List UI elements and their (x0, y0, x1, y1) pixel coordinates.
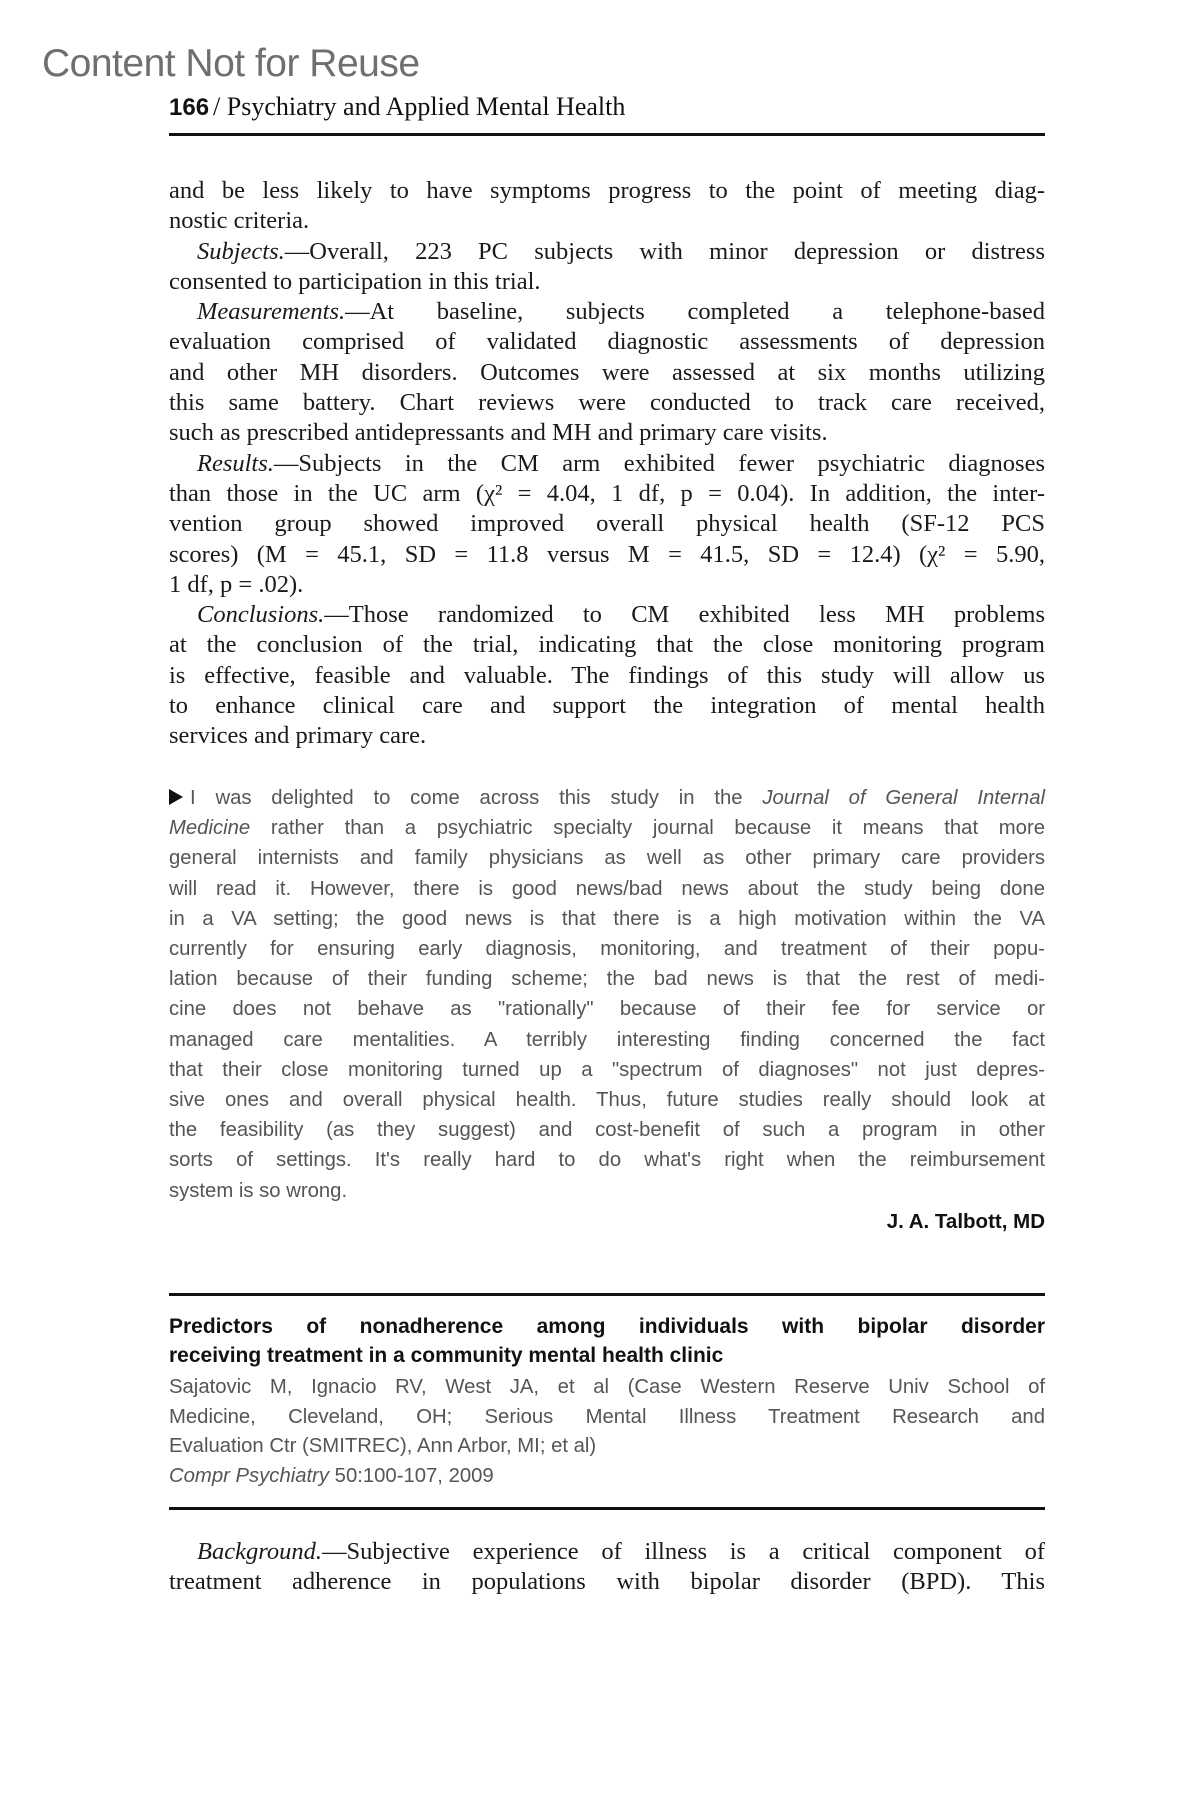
text-line (169, 813, 1045, 843)
text-line (169, 358, 1045, 388)
text-run: receiving treatment in a community mental health clinic (169, 1344, 724, 1367)
text-run: Sajatovic M, Ignacio RV, West JA, et al (Case Western Reserve Univ School of (169, 1376, 1045, 1398)
text-line (169, 418, 1045, 448)
text-run: will read it. However, there is good news/bad news about the study being done (169, 877, 1045, 900)
text-run: that their close monitoring turned up a "spectrum of diagnoses" not just depres- (169, 1058, 1045, 1081)
text-run: nostic criteria. (169, 207, 310, 235)
abstract-background (169, 1537, 1045, 1598)
text-run: and be less likely to have symptoms progress to the point of meeting diag- (169, 177, 1045, 204)
text-run: —Subjective experience of illness is a critical component of (321, 1538, 1045, 1565)
text-line (169, 206, 1045, 236)
text-line (169, 1145, 1045, 1175)
page-number: 166 (169, 94, 210, 121)
text-line (169, 1115, 1045, 1145)
text-run: and other MH disorders. Outcomes were assessed at six months utilizing (169, 358, 1045, 386)
text-line (169, 1373, 1045, 1403)
text-line (169, 540, 1045, 570)
text-run: currently for ensuring early diagnosis, monitoring, and treatment of their popu- (169, 938, 1045, 961)
text-line (169, 600, 1045, 630)
text-run: managed care mentalities. A terribly interesting finding concerned the fact (169, 1028, 1045, 1051)
section-rule-top (169, 1293, 1045, 1296)
text-run: Predictors of nonadherence among individuals with bipolar disorder (169, 1315, 1045, 1338)
text-run: vention group showed improved overall physical health (SF-12 PCS (169, 510, 1045, 538)
text-line (169, 1085, 1045, 1115)
header-rule (169, 133, 1045, 136)
text-run: system is so wrong. (169, 1179, 348, 1202)
italic-text: Background. (197, 1538, 322, 1565)
text-line (169, 630, 1045, 660)
text-line (169, 297, 1045, 327)
text-line (169, 237, 1045, 267)
text-run: cine does not behave as "rationally" because of their fee for service or (169, 998, 1045, 1021)
text-line (169, 1462, 1045, 1492)
text-run: Medicine, Cleveland, OH; Serious Mental Illness Treatment Research and (169, 1405, 1045, 1428)
text-line (169, 934, 1045, 964)
abstract-body (169, 176, 1045, 752)
section-rule-bottom (169, 1507, 1045, 1510)
text-run: —Overall, 223 PC subjects with minor depression or distress (284, 237, 1045, 265)
text-run: rather than a psychiatric specialty journal because it means that more (250, 817, 1045, 840)
italic-text: Journal of General Internal (762, 787, 1045, 809)
text-line (169, 843, 1045, 873)
text-line (169, 479, 1045, 509)
text-run: than those in the UC arm (χ² = 4.04, 1 df, p = 0.04). In addition, the inter- (169, 479, 1045, 507)
text-line (169, 964, 1045, 994)
italic-text: Compr Psychiatry (169, 1465, 330, 1488)
watermark: Content Not for Reuse (42, 42, 420, 85)
signature: J. A. Talbott, MD (886, 1210, 1045, 1233)
italic-text: Conclusions. (197, 601, 325, 629)
text-line (169, 388, 1045, 418)
text-line (169, 1176, 1045, 1206)
text-run: consented to participation in this trial. (169, 267, 541, 295)
text-run: to enhance clinical care and support the integration of mental health (169, 692, 1045, 720)
text-run: is effective, feasible and valuable. The findings of this study will allow us (169, 661, 1045, 689)
text-line (169, 691, 1045, 721)
text-line (169, 1567, 1045, 1597)
text-run: 50:100-107, 2009 (329, 1465, 494, 1488)
text-line (169, 570, 1045, 600)
text-line (169, 449, 1045, 479)
running-header (169, 92, 625, 122)
text-run: lation because of their funding scheme; the bad news is that the rest of medi- (169, 968, 1045, 991)
text-run: Evaluation Ctr (SMITREC), Ann Arbor, MI; et al) (169, 1435, 597, 1458)
text-line (169, 509, 1045, 539)
text-line (169, 994, 1045, 1024)
text-line (169, 661, 1045, 691)
text-run: —Those randomized to CM exhibited less MH problems (324, 601, 1045, 629)
commentary-signature-row (169, 1210, 1045, 1234)
text-line (169, 1055, 1045, 1085)
text-line (169, 783, 1045, 813)
commentary (169, 783, 1045, 1206)
text-run: 1 df, p = .02). (169, 570, 304, 598)
text-line (169, 267, 1045, 297)
text-line (169, 176, 1045, 206)
article-citation (169, 1373, 1045, 1492)
text-run: this same battery. Chart reviews were conducted to track care received, (169, 389, 1045, 417)
text-run: sorts of settings. It's really hard to do what's right when the reimbursement (169, 1149, 1045, 1172)
text-run: I was delighted to come across this study in the (190, 787, 763, 809)
text-line (169, 1432, 1045, 1462)
text-line (169, 721, 1045, 751)
text-line (169, 1341, 1045, 1370)
text-line (169, 327, 1045, 357)
text-run: at the conclusion of the trial, indicating that the close monitoring program (169, 631, 1045, 659)
text-run: scores) (M = 45.1, SD = 11.8 versus M = 41.5, SD = 12.4) (χ² = 5.90, (169, 540, 1045, 568)
italic-text: Measurements. (197, 298, 346, 326)
text-line (169, 1025, 1045, 1055)
text-run: sive ones and overall physical health. Thus, future studies really should look at (169, 1089, 1045, 1112)
italic-text: Medicine (169, 817, 251, 840)
article-title (169, 1312, 1045, 1370)
text-run: —Subjects in the CM arm exhibited fewer psychiatric diagnoses (273, 449, 1045, 477)
text-run: treatment adherence in populations with bipolar disorder (BPD). This (169, 1568, 1045, 1596)
text-line (169, 904, 1045, 934)
text-line (169, 1312, 1045, 1341)
text-run: services and primary care. (169, 722, 427, 750)
text-run: evaluation comprised of validated diagnostic assessments of depression (169, 328, 1045, 356)
text-run: such as prescribed antidepressants and MH and primary care visits. (169, 419, 828, 447)
text-run: —At baseline, subjects completed a telephone-based (345, 298, 1045, 326)
italic-text: Subjects. (197, 237, 285, 265)
text-line (169, 1403, 1045, 1433)
text-run: general internists and family physicians as well as other primary care providers (169, 847, 1045, 870)
text-line (169, 1537, 1045, 1567)
italic-text: Results. (197, 449, 274, 477)
triangle-bullet-icon (169, 789, 183, 805)
text-run: in a VA setting; the good news is that there is a high motivation within the VA (169, 907, 1045, 930)
text-line (169, 874, 1045, 904)
text-run: the feasibility (as they suggest) and cost-benefit of such a program in other (169, 1119, 1045, 1142)
running-title: / Psychiatry and Applied Mental Health (213, 92, 626, 121)
